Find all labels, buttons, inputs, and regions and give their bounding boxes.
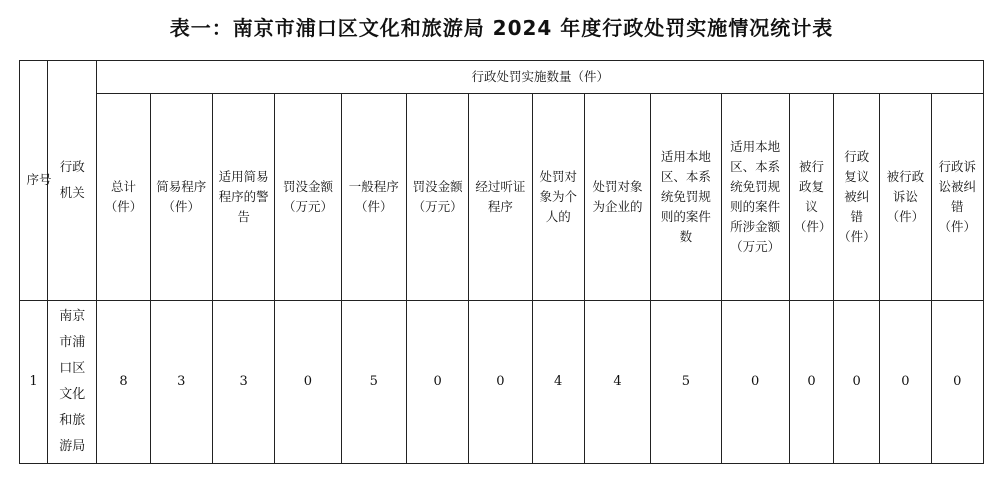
cell-simple-warning: 3 [212,300,274,463]
cell-agency-label: 南京市浦口区文化和旅游局 [59,308,86,454]
page-title: 表一：南京市浦口区文化和旅游局 2024 年度行政处罚实施情况统计表 [169,16,834,40]
cell-agency [48,300,97,463]
cell-exemption-amount: 0 [721,300,789,463]
column-header-hearing: 经过听证程序 [469,94,532,301]
penalty-statistics-table [19,60,984,464]
column-header-individual: 处罚对象为个人的 [532,94,584,301]
cell-simple-amount: 0 [275,300,341,463]
column-header-exemption-amount: 适用本地区、本系统免罚规则的案件所涉金额（万元） [721,94,789,301]
column-header-litigation: 被行政诉讼（件） [880,94,931,301]
table-row [20,300,984,463]
column-header-general-procedure: 一般程序（件） [341,94,406,301]
column-header-agency [48,61,97,301]
column-header-total: 总计（件） [97,94,150,301]
cell-total: 8 [97,300,150,463]
column-header-agency-label: 行政机关 [59,159,85,201]
cell-enterprise: 4 [584,300,650,463]
cell-general-procedure: 5 [341,300,406,463]
cell-individual: 4 [532,300,584,463]
group-header-penalty-count: 行政处罚实施数量（件） [97,61,984,94]
column-header-simple-procedure: 简易程序（件） [150,94,212,301]
column-header-review-corrected: 行政复议被纠错（件） [834,94,880,301]
column-header-seq [20,61,52,301]
cell-admin-review: 0 [789,300,833,463]
cell-general-amount: 0 [406,300,468,463]
cell-exemption-cases: 5 [651,300,721,463]
column-header-simple-warning: 适用简易程序的警告 [212,94,274,301]
column-header-seq-label: 序号 [26,172,52,188]
column-header-admin-review: 被行政复议（件） [789,94,833,301]
cell-simple-procedure: 3 [150,300,212,463]
column-header-general-amount: 罚没金额（万元） [406,94,468,301]
column-header-litigation-corrected: 行政诉讼被纠错（件） [931,94,983,301]
column-header-enterprise: 处罚对象为企业的 [584,94,650,301]
cell-review-corrected: 0 [834,300,880,463]
column-header-simple-amount: 罚没金额（万元） [275,94,341,301]
column-header-exemption-cases: 适用本地区、本系统免罚规则的案件数 [651,94,721,301]
cell-seq: 1 [20,300,48,463]
cell-hearing: 0 [469,300,532,463]
cell-litigation: 0 [880,300,931,463]
header-row-group [20,61,984,94]
header-row-sub [20,94,984,301]
cell-litigation-corrected: 0 [931,300,983,463]
